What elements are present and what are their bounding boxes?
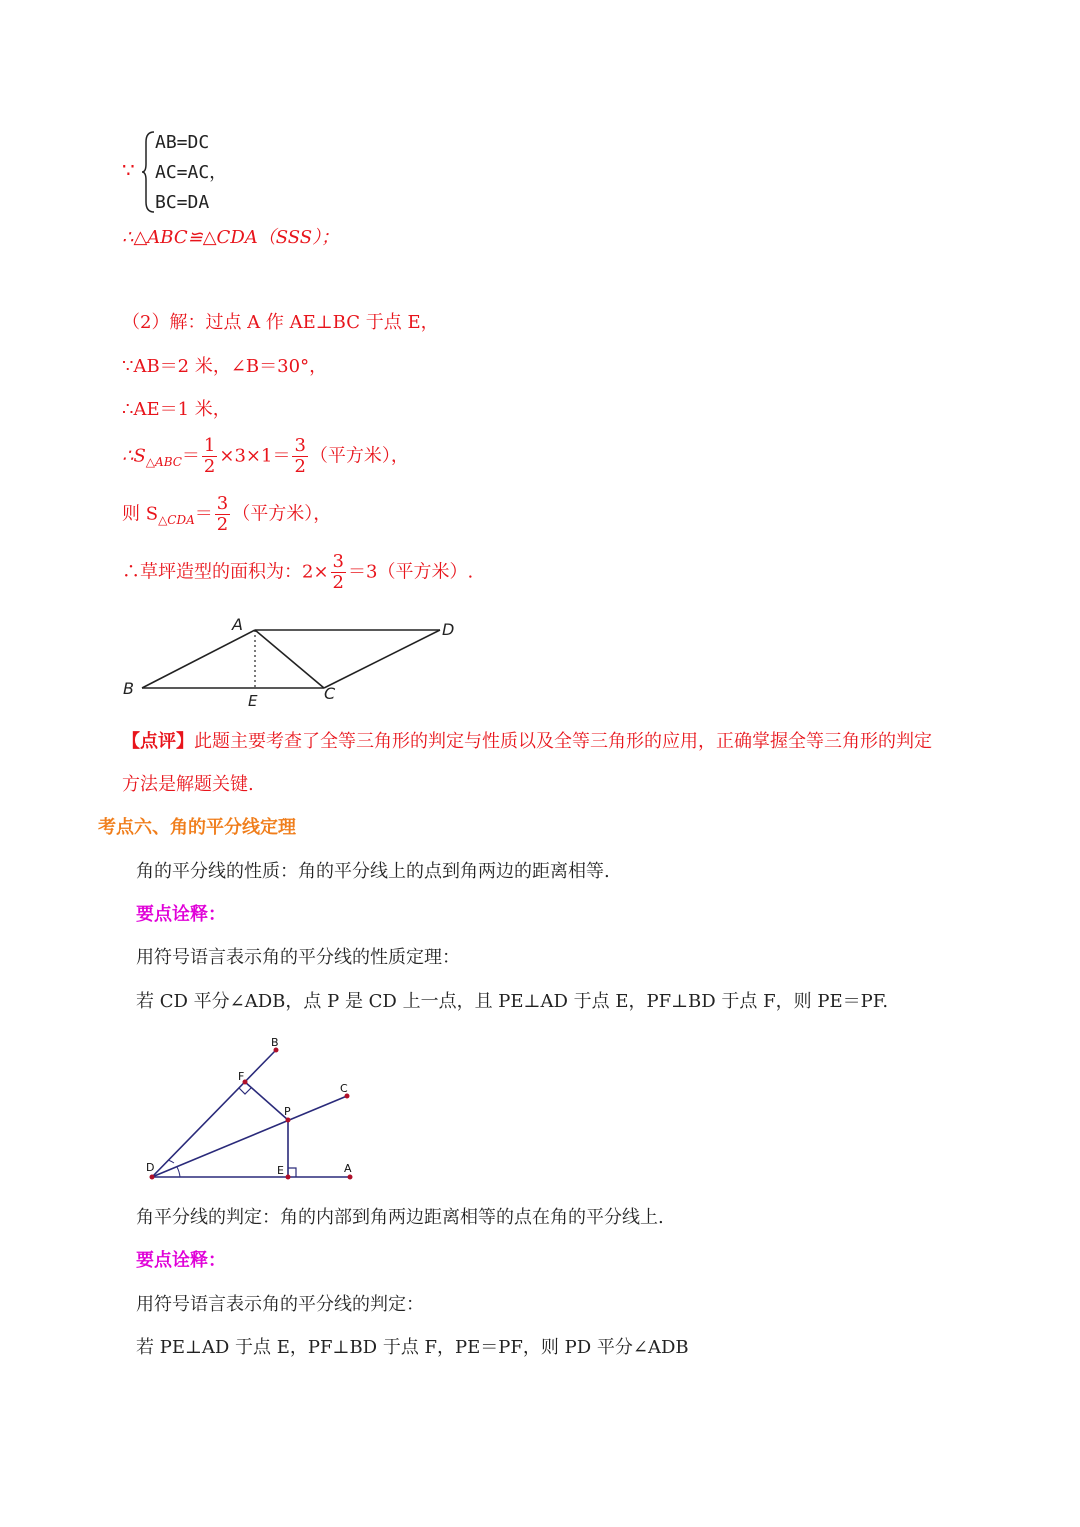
label-e: E	[248, 692, 258, 710]
fig2-label-a: A	[344, 1162, 352, 1175]
fraction-3-2-b: $\frac{3}{2}$	[216, 493, 229, 535]
l4-sub: △CDA	[158, 513, 195, 528]
angle-arc-2	[168, 1160, 174, 1163]
conclusion-congruent: ∴△ABC≌△CDA（SSS）；	[122, 227, 340, 248]
l5-post: ＝3（平方米）.	[348, 561, 474, 583]
fraction-3-2-c: $\frac{3}{2}$	[332, 551, 344, 593]
angle-arc-1	[177, 1167, 180, 1177]
l3-eq: ＝	[181, 445, 200, 467]
statement-2: 若 PE⊥AD 于点 E，PF⊥BD 于点 F，PE＝PF，则 PD 平分∠ADB	[136, 1337, 689, 1358]
because-symbol: ∵	[122, 158, 135, 182]
point-a	[348, 1175, 353, 1180]
bisector-property: 角的平分线的性质：角的平分线上的点到角两边的距离相等.	[136, 861, 610, 882]
label-a: A	[232, 615, 243, 634]
point-e	[286, 1175, 291, 1180]
ray-dc	[152, 1096, 347, 1177]
fig2-label-d: D	[146, 1161, 155, 1174]
point-p	[286, 1118, 291, 1123]
system-row-3: BC=DA	[155, 192, 210, 213]
fig2-label-p: P	[284, 1105, 291, 1118]
statement-1: 若 CD 平分∠ADB，点 P 是 CD 上一点，且 PE⊥AD 于点 E，PF⊥BD 于点 F，则 PE＝PF.	[136, 991, 889, 1012]
edge-cd	[324, 630, 440, 688]
part2-line1: ∵AB＝2 米，∠B＝30°，	[122, 356, 328, 377]
system-row-2: AC=AC，	[155, 162, 228, 183]
l3-post: （平方米），	[309, 445, 409, 467]
note-title-1: 要点诠释：	[136, 904, 226, 925]
comment-tag: 【点评】	[122, 731, 194, 752]
bisector-judgement: 角平分线的判定：角的内部到角两边距离相等的点在角的平分线上.	[136, 1207, 664, 1228]
system-row-1: AB=DC	[155, 132, 210, 153]
system-brace	[142, 130, 156, 214]
l3-sub: △ABC	[145, 455, 182, 470]
right-angle-f	[239, 1088, 251, 1094]
fraction-1-2: $\frac{1}{2}$	[203, 435, 216, 477]
l3-mid: ×3×1＝	[219, 445, 291, 467]
parallelogram-figure	[118, 612, 468, 712]
l4-pre: 则 S	[122, 503, 159, 525]
point-d	[150, 1175, 155, 1180]
label-d: D	[442, 620, 455, 639]
symbolic-intro-1: 用符号语言表示角的平分线的性质定理：	[136, 947, 460, 968]
label-c: C	[324, 684, 336, 703]
edge-ab	[142, 630, 255, 688]
part2-intro: （2）解：过点 A 作 AE⊥BC 于点 E，	[122, 312, 439, 333]
fig2-label-e: E	[277, 1164, 284, 1177]
l4-eq: ＝	[194, 503, 213, 525]
label-b: B	[123, 679, 134, 698]
ray-db	[152, 1050, 276, 1177]
comment-line2: 方法是解题关键.	[122, 774, 254, 795]
part2-line3	[122, 436, 409, 477]
part2-line5	[122, 552, 473, 593]
segment-pf	[245, 1082, 288, 1120]
comment-text-1: 此题主要考查了全等三角形的判定与性质以及全等三角形的应用，正确掌握全等三角形的判定	[194, 731, 932, 752]
comment-line1	[122, 729, 932, 755]
l3-pre: ∴S	[122, 445, 146, 467]
l4-post: （平方米），	[232, 503, 332, 525]
section-title: 考点六、角的平分线定理	[98, 817, 296, 838]
fraction-3-2: $\frac{3}{2}$	[294, 435, 306, 477]
l5-pre: ∴草坪造型的面积为：2×	[122, 561, 329, 583]
note-title-2: 要点诠释：	[136, 1250, 226, 1271]
fig2-label-c: C	[340, 1082, 348, 1095]
fig2-label-b: B	[271, 1036, 279, 1049]
symbolic-intro-2: 用符号语言表示角的平分线的判定：	[136, 1294, 424, 1315]
part2-line2: ∴AE＝1 米，	[122, 399, 231, 420]
part2-line4	[122, 494, 331, 535]
bisector-figure	[140, 1032, 370, 1192]
diagonal-ac	[255, 630, 324, 688]
fig2-label-f: F	[238, 1070, 245, 1083]
